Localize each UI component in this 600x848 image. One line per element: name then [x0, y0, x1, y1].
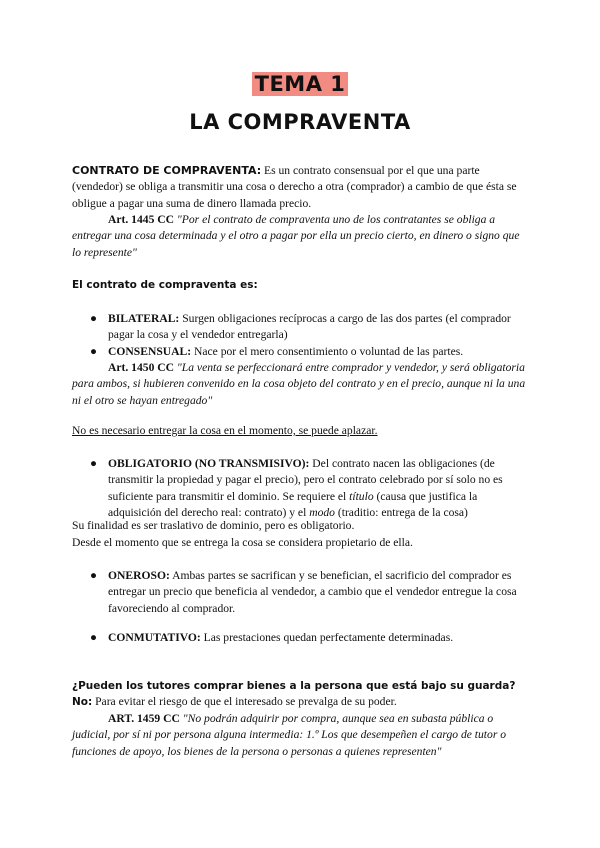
bilateral-text: Surgen obligaciones recíprocas a cargo de las dos partes (el comprador pagar la cosa y el vendedor entregarla): [108, 312, 511, 342]
oneroso-label: ONEROSO:: [108, 569, 170, 582]
art-1459-label: ART. 1459 CC: [108, 712, 180, 725]
page-title: LA COMPRAVENTA: [189, 110, 411, 134]
list-item-bilateral: [90, 311, 530, 344]
art-1459-paragraph: [72, 711, 528, 760]
obligatorio-text-2: (causa que justifica la adquisición del derecho real: contrato) y el: [108, 489, 478, 520]
conmutativo-text: Las prestaciones quedan perfectamente determinadas.: [200, 631, 454, 644]
list-item-oneroso: [90, 568, 530, 617]
obligatorio-label: OBLIGATORIO (NO TRANSMISIVO):: [108, 457, 310, 470]
art-1445-text: "Por el contrato de compraventa uno de los contratantes se obliga a entregar una cosa determinada y el otro a pagar por ella un precio cierto, en dinero o signo que lo represente": [72, 213, 520, 259]
conmutativo-label: CONMUTATIVO:: [108, 631, 201, 644]
obligatorio-text-3: (traditio: entrega de la cosa): [334, 506, 468, 520]
bullet-icon: ●: [90, 345, 98, 358]
oneroso-text: Ambas partes se sacrifican y se benefician, el sacrificio del comprador es entregar un precio que beneficia al vendedor, a cambio que el vendedor entregue la cosa favoreciendo al comprador.: [108, 569, 517, 615]
desde-line: Desde el momento que se entrega la cosa se considera propietario de ella.: [72, 536, 413, 549]
intro-paragraph: [72, 163, 528, 212]
tema-label: TEMA 1: [252, 72, 349, 96]
art-1445-paragraph: [72, 212, 528, 261]
bilateral-label: BILATERAL:: [108, 312, 180, 325]
consensual-text: Nace por el mero consentimiento o voluntad de las partes.: [191, 345, 464, 358]
titulo-word: título: [349, 489, 374, 503]
intro-heading: CONTRATO DE COMPRAVENTA:: [72, 164, 262, 177]
modo-word: modo: [309, 506, 335, 520]
art-1450-text: "La venta se perfeccionará entre comprador y vendedor, y será obligatoria para ambos, si hubieren convenido en la cosa objeto del contrato y en el precio, aunque ni la una ni el otro se hayan entregado": [72, 361, 526, 407]
section-heading: El contrato de compraventa es:: [72, 279, 258, 291]
list-item-obligatorio: [90, 456, 530, 522]
art-1450-paragraph: [72, 360, 528, 409]
art-1450-label: Art. 1450 CC: [108, 361, 175, 374]
bullet-icon: ●: [90, 312, 98, 325]
intro-text: Es un contrato consensual por el que una parte (vendedor) se obliga a transmitir una cosa o derecho a otra (comprador) a cambio de que ésta se obligue a pagar una suma de dinero llamada precio.: [72, 164, 517, 210]
tutores-paragraph: [72, 678, 528, 711]
bullet-icon: ●: [90, 569, 98, 582]
tutores-question: ¿Pueden los tutores comprar bienes a la persona que está bajo su guarda? No:: [72, 680, 516, 709]
art-1445-label: Art. 1445 CC: [108, 213, 175, 226]
tutores-text: Para evitar el riesgo de que el interesado se prevalga de su poder.: [92, 695, 397, 709]
art-1459-text: "No podrán adquirir por compra, aunque sea en subasta pública o judicial, por sí ni por persona alguna intermedia: 1.º Los que desempeñen el cargo de tutor o funciones de apoyo, los bienes de la persona o personas a quienes representen": [72, 712, 507, 758]
bullet-icon: ●: [90, 631, 98, 644]
note-underlined: No es necesario entregar la cosa en el momento, se puede aplazar.: [72, 424, 378, 437]
list-item-consensual: [90, 344, 530, 360]
consensual-label: CONSENSUAL:: [108, 345, 192, 358]
finalidad-line: Su finalidad es ser traslativo de dominio, pero es obligatorio.: [72, 519, 355, 532]
list-item-conmutativo: [90, 630, 530, 646]
obligatorio-text-1: Del contrato nacen las obligaciones (de transmitir la propiedad y pagar el precio), pero el contrato celebrado por sí solo no es suficiente para transmitir el dominio. Se requiere el: [108, 457, 503, 503]
tema-heading: [0, 72, 600, 96]
bullet-icon: ●: [90, 457, 98, 470]
